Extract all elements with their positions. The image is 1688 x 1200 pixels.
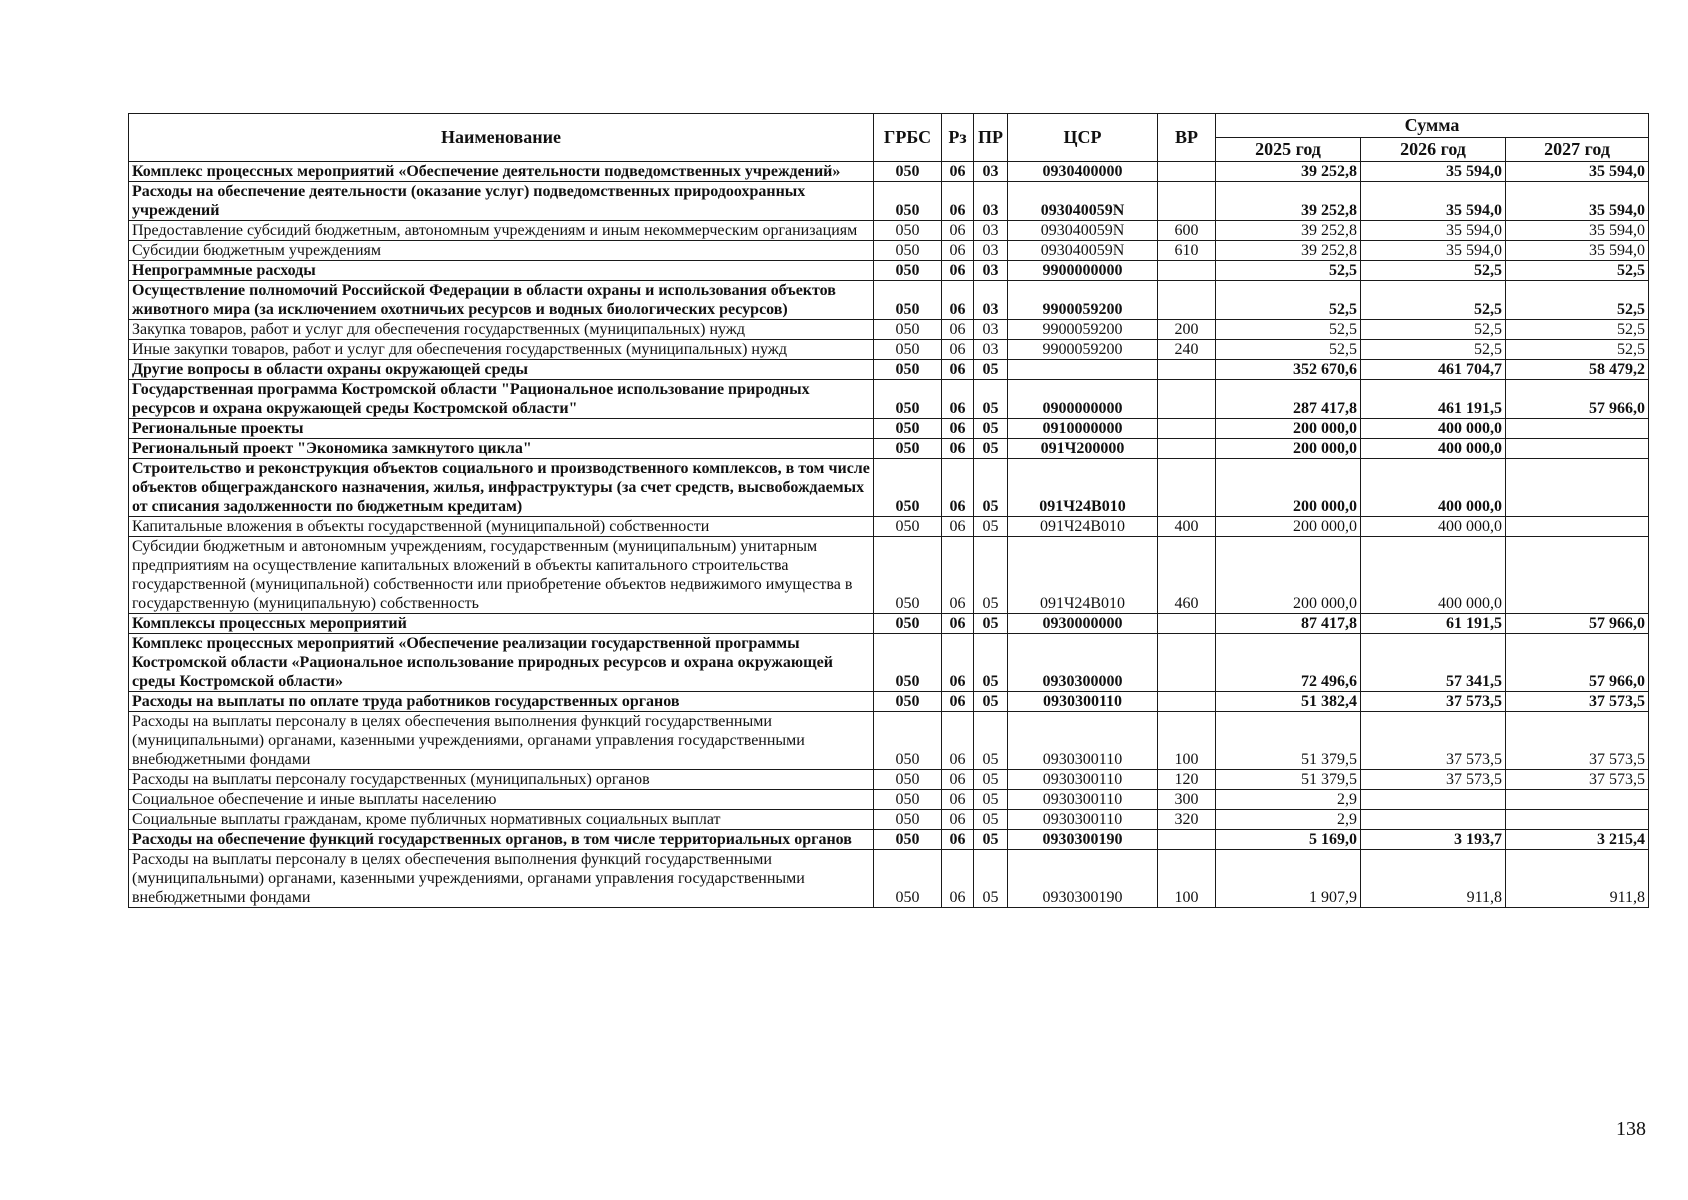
row-grbs-cell: 050 xyxy=(874,692,942,712)
table-row xyxy=(129,810,1649,830)
row-2026-cell: 35 594,0 xyxy=(1361,182,1506,221)
row-2025-cell: 200 000,0 xyxy=(1216,537,1361,614)
row-2026-cell: 461 191,5 xyxy=(1361,380,1506,419)
row-csr-cell: 0930300000 xyxy=(1008,634,1158,692)
row-2027-cell xyxy=(1506,517,1649,537)
row-vr-cell: 600 xyxy=(1158,221,1216,241)
row-csr-cell: 091Ч200000 xyxy=(1008,439,1158,459)
row-vr-cell: 100 xyxy=(1158,850,1216,908)
row-2026-cell xyxy=(1361,790,1506,810)
row-vr-cell: 400 xyxy=(1158,517,1216,537)
row-grbs-cell: 050 xyxy=(874,850,942,908)
row-2026-cell: 35 594,0 xyxy=(1361,221,1506,241)
row-2026-cell: 400 000,0 xyxy=(1361,459,1506,517)
row-pr-cell: 03 xyxy=(974,241,1008,261)
table-row xyxy=(129,241,1649,261)
row-pr-cell: 05 xyxy=(974,614,1008,634)
row-2025-cell: 5 169,0 xyxy=(1216,830,1361,850)
row-name-cell: Расходы на выплаты персоналу в целях обеспечения выполнения функций государственными (муниципальными) органами, казенными учреждениями, органами управления государственными внебюджетными фондами xyxy=(129,850,874,908)
row-vr-cell xyxy=(1158,419,1216,439)
row-rz-cell: 06 xyxy=(942,340,974,360)
row-rz-cell: 06 xyxy=(942,537,974,614)
row-rz-cell: 06 xyxy=(942,221,974,241)
header-name: Наименование xyxy=(129,114,874,162)
row-vr-cell xyxy=(1158,830,1216,850)
page-number: 138 xyxy=(1616,1118,1646,1140)
header-grbs: ГРБС xyxy=(874,114,942,162)
row-2025-cell: 200 000,0 xyxy=(1216,439,1361,459)
row-csr-cell: 0930300190 xyxy=(1008,850,1158,908)
row-vr-cell: 320 xyxy=(1158,810,1216,830)
row-vr-cell: 200 xyxy=(1158,320,1216,340)
table-row xyxy=(129,770,1649,790)
row-vr-cell: 300 xyxy=(1158,790,1216,810)
row-name-cell: Расходы на обеспечение функций государственных органов, в том числе территориальных органов xyxy=(129,830,874,850)
row-rz-cell: 06 xyxy=(942,241,974,261)
row-rz-cell: 06 xyxy=(942,419,974,439)
row-2026-cell: 911,8 xyxy=(1361,850,1506,908)
row-rz-cell: 06 xyxy=(942,850,974,908)
row-2025-cell: 52,5 xyxy=(1216,261,1361,281)
row-grbs-cell: 050 xyxy=(874,221,942,241)
row-rz-cell: 06 xyxy=(942,830,974,850)
row-2027-cell: 37 573,5 xyxy=(1506,712,1649,770)
row-pr-cell: 05 xyxy=(974,380,1008,419)
row-2026-cell: 61 191,5 xyxy=(1361,614,1506,634)
row-vr-cell xyxy=(1158,182,1216,221)
row-grbs-cell: 050 xyxy=(874,790,942,810)
table-row xyxy=(129,320,1649,340)
row-2025-cell: 87 417,8 xyxy=(1216,614,1361,634)
table-row xyxy=(129,634,1649,692)
row-vr-cell: 120 xyxy=(1158,770,1216,790)
row-pr-cell: 03 xyxy=(974,281,1008,320)
budget-table-sheet xyxy=(128,113,1648,908)
row-csr-cell: 091Ч24В010 xyxy=(1008,517,1158,537)
row-2027-cell: 52,5 xyxy=(1506,340,1649,360)
table-row xyxy=(129,419,1649,439)
row-vr-cell: 460 xyxy=(1158,537,1216,614)
row-2026-cell: 35 594,0 xyxy=(1361,162,1506,182)
row-name-cell: Строительство и реконструкция объектов социального и производственного комплексов, в том числе объектов общегражданского назначения, жилья, инфраструктуры (за счет средств, высвобождаемых от списания задолженности по бюджетным кредитам) xyxy=(129,459,874,517)
row-pr-cell: 05 xyxy=(974,634,1008,692)
row-2025-cell: 39 252,8 xyxy=(1216,241,1361,261)
row-vr-cell xyxy=(1158,439,1216,459)
row-2025-cell: 287 417,8 xyxy=(1216,380,1361,419)
budget-table xyxy=(128,113,1649,908)
row-2026-cell xyxy=(1361,810,1506,830)
row-2026-cell: 37 573,5 xyxy=(1361,770,1506,790)
row-grbs-cell: 050 xyxy=(874,162,942,182)
row-2026-cell: 400 000,0 xyxy=(1361,537,1506,614)
row-2026-cell: 400 000,0 xyxy=(1361,517,1506,537)
row-name-cell: Предоставление субсидий бюджетным, автономным учреждениям и иным некоммерческим организациям xyxy=(129,221,874,241)
row-pr-cell: 03 xyxy=(974,320,1008,340)
row-pr-cell: 05 xyxy=(974,360,1008,380)
row-csr-cell xyxy=(1008,360,1158,380)
row-pr-cell: 05 xyxy=(974,770,1008,790)
row-pr-cell: 05 xyxy=(974,439,1008,459)
row-grbs-cell: 050 xyxy=(874,810,942,830)
table-row xyxy=(129,221,1649,241)
row-vr-cell xyxy=(1158,634,1216,692)
row-csr-cell: 091Ч24В010 xyxy=(1008,537,1158,614)
row-pr-cell: 03 xyxy=(974,221,1008,241)
row-name-cell: Субсидии бюджетным учреждениям xyxy=(129,241,874,261)
row-2027-cell: 52,5 xyxy=(1506,261,1649,281)
row-2025-cell: 39 252,8 xyxy=(1216,221,1361,241)
row-pr-cell: 03 xyxy=(974,261,1008,281)
table-row xyxy=(129,517,1649,537)
row-name-cell: Непрограммные расходы xyxy=(129,261,874,281)
table-row xyxy=(129,261,1649,281)
row-pr-cell: 05 xyxy=(974,810,1008,830)
row-2025-cell: 2,9 xyxy=(1216,810,1361,830)
row-2025-cell: 2,9 xyxy=(1216,790,1361,810)
row-pr-cell: 05 xyxy=(974,419,1008,439)
row-name-cell: Социальное обеспечение и иные выплаты населению xyxy=(129,790,874,810)
row-rz-cell: 06 xyxy=(942,692,974,712)
row-rz-cell: 06 xyxy=(942,281,974,320)
table-row xyxy=(129,182,1649,221)
row-2026-cell: 52,5 xyxy=(1361,281,1506,320)
row-2027-cell: 35 594,0 xyxy=(1506,182,1649,221)
row-vr-cell xyxy=(1158,261,1216,281)
row-vr-cell xyxy=(1158,692,1216,712)
row-rz-cell: 06 xyxy=(942,517,974,537)
header-pr: ПР xyxy=(974,114,1008,162)
row-pr-cell: 03 xyxy=(974,162,1008,182)
row-csr-cell: 091Ч24В010 xyxy=(1008,459,1158,517)
row-2027-cell: 35 594,0 xyxy=(1506,241,1649,261)
row-2026-cell: 52,5 xyxy=(1361,340,1506,360)
row-vr-cell xyxy=(1158,614,1216,634)
header-csr: ЦСР xyxy=(1008,114,1158,162)
row-name-cell: Капитальные вложения в объекты государственной (муниципальной) собственности xyxy=(129,517,874,537)
row-grbs-cell: 050 xyxy=(874,712,942,770)
row-rz-cell: 06 xyxy=(942,770,974,790)
row-csr-cell: 0910000000 xyxy=(1008,419,1158,439)
row-csr-cell: 0930300190 xyxy=(1008,830,1158,850)
row-grbs-cell: 050 xyxy=(874,614,942,634)
row-pr-cell: 05 xyxy=(974,790,1008,810)
row-rz-cell: 06 xyxy=(942,162,974,182)
table-row xyxy=(129,537,1649,614)
row-csr-cell: 0930400000 xyxy=(1008,162,1158,182)
table-row xyxy=(129,360,1649,380)
row-name-cell: Другие вопросы в области охраны окружающей среды xyxy=(129,360,874,380)
row-pr-cell: 05 xyxy=(974,692,1008,712)
row-2026-cell: 37 573,5 xyxy=(1361,712,1506,770)
row-csr-cell: 0930300110 xyxy=(1008,810,1158,830)
row-rz-cell: 06 xyxy=(942,459,974,517)
row-2027-cell: 52,5 xyxy=(1506,281,1649,320)
row-vr-cell xyxy=(1158,162,1216,182)
row-2026-cell: 3 193,7 xyxy=(1361,830,1506,850)
row-rz-cell: 06 xyxy=(942,810,974,830)
row-2027-cell: 58 479,2 xyxy=(1506,360,1649,380)
row-name-cell: Комплекс процессных мероприятий «Обеспечение деятельности подведомственных учреждений» xyxy=(129,162,874,182)
row-rz-cell: 06 xyxy=(942,439,974,459)
table-row xyxy=(129,162,1649,182)
row-vr-cell xyxy=(1158,360,1216,380)
header-year-2025: 2025 год xyxy=(1216,138,1361,162)
row-2027-cell: 3 215,4 xyxy=(1506,830,1649,850)
row-pr-cell: 05 xyxy=(974,712,1008,770)
row-vr-cell: 610 xyxy=(1158,241,1216,261)
row-csr-cell: 9900000000 xyxy=(1008,261,1158,281)
row-2027-cell xyxy=(1506,810,1649,830)
header-year-2027: 2027 год xyxy=(1506,138,1649,162)
row-vr-cell xyxy=(1158,281,1216,320)
row-pr-cell: 05 xyxy=(974,517,1008,537)
row-csr-cell: 9900059200 xyxy=(1008,340,1158,360)
table-row xyxy=(129,850,1649,908)
row-2026-cell: 400 000,0 xyxy=(1361,439,1506,459)
row-rz-cell: 06 xyxy=(942,360,974,380)
row-2025-cell: 352 670,6 xyxy=(1216,360,1361,380)
row-2026-cell: 400 000,0 xyxy=(1361,419,1506,439)
row-grbs-cell: 050 xyxy=(874,439,942,459)
row-2025-cell: 72 496,6 xyxy=(1216,634,1361,692)
row-name-cell: Осуществление полномочий Российской Федерации в области охраны и использования объектов животного мира (за исключением охотничьих ресурсов и водных биологических ресурсов) xyxy=(129,281,874,320)
row-pr-cell: 05 xyxy=(974,537,1008,614)
row-2025-cell: 39 252,8 xyxy=(1216,162,1361,182)
row-2025-cell: 1 907,9 xyxy=(1216,850,1361,908)
row-grbs-cell: 050 xyxy=(874,770,942,790)
row-2026-cell: 52,5 xyxy=(1361,261,1506,281)
row-csr-cell: 0930300110 xyxy=(1008,770,1158,790)
row-grbs-cell: 050 xyxy=(874,320,942,340)
row-pr-cell: 03 xyxy=(974,182,1008,221)
row-name-cell: Расходы на выплаты персоналу государственных (муниципальных) органов xyxy=(129,770,874,790)
row-2025-cell: 51 379,5 xyxy=(1216,770,1361,790)
row-vr-cell: 240 xyxy=(1158,340,1216,360)
row-csr-cell: 093040059N xyxy=(1008,182,1158,221)
row-csr-cell: 9900059200 xyxy=(1008,320,1158,340)
row-name-cell: Субсидии бюджетным и автономным учреждениям, государственным (муниципальным) унитарным предприятиям на осуществление капитальных вложений в объекты капитального строительства государственной (муниципальной) собственности или приобретение объектов недвижимого имущества в государственную (муниципальную) собственность xyxy=(129,537,874,614)
table-row xyxy=(129,790,1649,810)
row-rz-cell: 06 xyxy=(942,182,974,221)
row-grbs-cell: 050 xyxy=(874,340,942,360)
table-row xyxy=(129,614,1649,634)
row-name-cell: Региональные проекты xyxy=(129,419,874,439)
table-row xyxy=(129,459,1649,517)
row-2027-cell xyxy=(1506,459,1649,517)
row-name-cell: Расходы на выплаты по оплате труда работников государственных органов xyxy=(129,692,874,712)
row-name-cell: Закупка товаров, работ и услуг для обеспечения государственных (муниципальных) нужд xyxy=(129,320,874,340)
row-rz-cell: 06 xyxy=(942,261,974,281)
row-pr-cell: 05 xyxy=(974,830,1008,850)
table-row xyxy=(129,380,1649,419)
row-csr-cell: 093040059N xyxy=(1008,221,1158,241)
row-csr-cell: 0930300110 xyxy=(1008,692,1158,712)
row-grbs-cell: 050 xyxy=(874,537,942,614)
row-2027-cell xyxy=(1506,439,1649,459)
row-csr-cell: 0930000000 xyxy=(1008,614,1158,634)
row-2027-cell: 57 966,0 xyxy=(1506,380,1649,419)
row-2025-cell: 200 000,0 xyxy=(1216,419,1361,439)
row-name-cell: Расходы на выплаты персоналу в целях обеспечения выполнения функций государственными (муниципальными) органами, казенными учреждениями, органами управления государственными внебюджетными фондами xyxy=(129,712,874,770)
row-grbs-cell: 050 xyxy=(874,182,942,221)
row-rz-cell: 06 xyxy=(942,634,974,692)
row-name-cell: Социальные выплаты гражданам, кроме публичных нормативных социальных выплат xyxy=(129,810,874,830)
table-row xyxy=(129,830,1649,850)
header-rz: Рз xyxy=(942,114,974,162)
row-csr-cell: 0930300110 xyxy=(1008,790,1158,810)
row-2026-cell: 52,5 xyxy=(1361,320,1506,340)
row-2025-cell: 51 379,5 xyxy=(1216,712,1361,770)
table-row xyxy=(129,281,1649,320)
table-row xyxy=(129,692,1649,712)
row-name-cell: Комплекс процессных мероприятий «Обеспечение реализации государственной программы Костромской области «Рациональное использование природных ресурсов и охрана окружающей среды Костромской области» xyxy=(129,634,874,692)
row-2025-cell: 52,5 xyxy=(1216,320,1361,340)
row-2027-cell: 52,5 xyxy=(1506,320,1649,340)
row-2025-cell: 200 000,0 xyxy=(1216,459,1361,517)
row-2027-cell: 37 573,5 xyxy=(1506,692,1649,712)
row-2026-cell: 35 594,0 xyxy=(1361,241,1506,261)
row-grbs-cell: 050 xyxy=(874,517,942,537)
table-row xyxy=(129,439,1649,459)
row-2027-cell: 57 966,0 xyxy=(1506,614,1649,634)
header-year-2026: 2026 год xyxy=(1361,138,1506,162)
row-pr-cell: 05 xyxy=(974,850,1008,908)
row-2027-cell xyxy=(1506,790,1649,810)
row-2025-cell: 51 382,4 xyxy=(1216,692,1361,712)
table-row xyxy=(129,340,1649,360)
row-rz-cell: 06 xyxy=(942,712,974,770)
row-2025-cell: 52,5 xyxy=(1216,281,1361,320)
row-csr-cell: 9900059200 xyxy=(1008,281,1158,320)
row-2025-cell: 52,5 xyxy=(1216,340,1361,360)
row-vr-cell xyxy=(1158,459,1216,517)
row-2027-cell xyxy=(1506,419,1649,439)
row-name-cell: Региональный проект "Экономика замкнутого цикла" xyxy=(129,439,874,459)
row-2026-cell: 461 704,7 xyxy=(1361,360,1506,380)
row-2027-cell: 57 966,0 xyxy=(1506,634,1649,692)
row-grbs-cell: 050 xyxy=(874,459,942,517)
row-grbs-cell: 050 xyxy=(874,281,942,320)
row-grbs-cell: 050 xyxy=(874,241,942,261)
row-csr-cell: 093040059N xyxy=(1008,241,1158,261)
row-2027-cell: 911,8 xyxy=(1506,850,1649,908)
row-grbs-cell: 050 xyxy=(874,380,942,419)
row-2026-cell: 37 573,5 xyxy=(1361,692,1506,712)
row-vr-cell xyxy=(1158,380,1216,419)
row-vr-cell: 100 xyxy=(1158,712,1216,770)
row-name-cell: Государственная программа Костромской области "Рациональное использование природных ресурсов и охрана окружающей среды Костромской области" xyxy=(129,380,874,419)
row-2027-cell: 35 594,0 xyxy=(1506,221,1649,241)
row-rz-cell: 06 xyxy=(942,380,974,419)
row-2026-cell: 57 341,5 xyxy=(1361,634,1506,692)
row-2025-cell: 200 000,0 xyxy=(1216,517,1361,537)
row-2027-cell xyxy=(1506,537,1649,614)
row-2027-cell: 35 594,0 xyxy=(1506,162,1649,182)
header-vr: ВР xyxy=(1158,114,1216,162)
row-grbs-cell: 050 xyxy=(874,261,942,281)
row-pr-cell: 05 xyxy=(974,459,1008,517)
row-csr-cell: 0900000000 xyxy=(1008,380,1158,419)
row-rz-cell: 06 xyxy=(942,614,974,634)
row-2027-cell: 37 573,5 xyxy=(1506,770,1649,790)
row-2025-cell: 39 252,8 xyxy=(1216,182,1361,221)
row-grbs-cell: 050 xyxy=(874,634,942,692)
table-row xyxy=(129,712,1649,770)
row-grbs-cell: 050 xyxy=(874,360,942,380)
row-csr-cell: 0930300110 xyxy=(1008,712,1158,770)
row-pr-cell: 03 xyxy=(974,340,1008,360)
row-rz-cell: 06 xyxy=(942,320,974,340)
row-name-cell: Комплексы процессных мероприятий xyxy=(129,614,874,634)
row-name-cell: Иные закупки товаров, работ и услуг для обеспечения государственных (муниципальных) нужд xyxy=(129,340,874,360)
row-rz-cell: 06 xyxy=(942,790,974,810)
row-grbs-cell: 050 xyxy=(874,830,942,850)
header-sum: Сумма xyxy=(1216,114,1649,138)
row-grbs-cell: 050 xyxy=(874,419,942,439)
table-body xyxy=(129,162,1649,908)
row-name-cell: Расходы на обеспечение деятельности (оказание услуг) подведомственных природоохранных учреждений xyxy=(129,182,874,221)
